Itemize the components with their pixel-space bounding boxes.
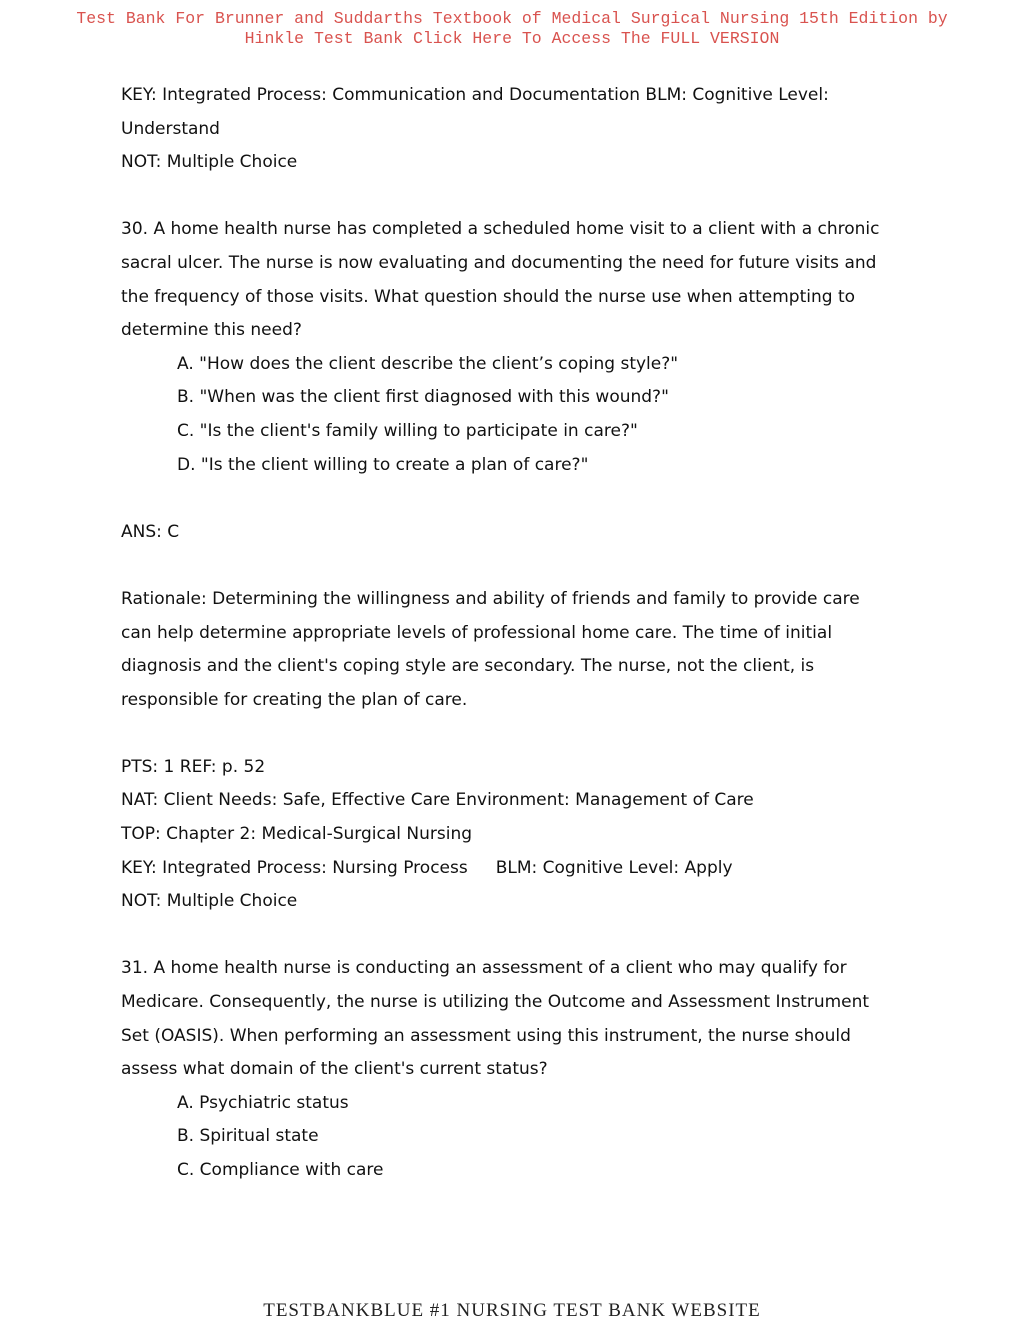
q30-option-b: B. "When was the client first diagnosed with this wound?" — [177, 387, 669, 408]
footer-website-label: TESTBANKBLUE #1 NURSING TEST BANK WEBSITE — [263, 1300, 761, 1321]
q30-key: KEY: Integrated Process: Nursing Process — [121, 857, 468, 878]
q31-option-c: C. Compliance with care — [177, 1160, 384, 1180]
q31-stem-line: 31. A home health nurse is conducting an assessment of a client who may qualify for — [121, 958, 847, 979]
q31-stem-line: Set (OASIS). When performing an assessment using this instrument, the nurse should — [121, 1025, 851, 1046]
q30-top: TOP: Chapter 2: Medical-Surgical Nursing — [121, 824, 473, 845]
header-access-link[interactable]: Test Bank For Brunner and Suddarths Textbook of Medical Surgical Nursing 15th Edition by Hinkle Test Bank Click Here To Access The FULL VERSION — [76, 9, 948, 48]
prev-not-line: NOT: Multiple Choice — [121, 152, 298, 173]
prev-key-line-1: KEY: Integrated Process: Communication and Documentation BLM: Cognitive Level: — [121, 85, 829, 105]
q30-stem-line: 30. A home health nurse has completed a scheduled home visit to a client with a chronic — [121, 219, 880, 240]
q31-stem-line: assess what domain of the client's current status? — [121, 1059, 548, 1080]
q30-stem-line: sacral ulcer. The nurse is now evaluating and documenting the need for future visits and — [121, 252, 877, 273]
q31-option-b: B. Spiritual state — [177, 1126, 319, 1147]
prev-key-line-2: Understand — [121, 118, 220, 139]
q30-option-d: D. "Is the client willing to create a plan of care?" — [177, 454, 589, 475]
q30-nat: NAT: Client Needs: Safe, Effective Care Environment: Management of Care — [121, 790, 754, 811]
q30-option-a: A. "How does the client describe the client’s coping style?" — [177, 353, 679, 374]
q30-stem-line: determine this need? — [121, 320, 302, 341]
q30-answer: ANS: C — [121, 521, 180, 542]
document-body — [121, 79, 951, 1188]
q30-rationale-line: can help determine appropriate levels of professional home care. The time of initial — [121, 622, 833, 643]
q30-not: NOT: Multiple Choice — [121, 891, 298, 912]
q30-rationale-line: Rationale: Determining the willingness and ability of friends and family to provide care — [121, 588, 860, 609]
q30-pts-ref: PTS: 1 REF: p. 52 — [121, 756, 266, 777]
q30-rationale-line: responsible for creating the plan of care. — [121, 689, 468, 710]
q30-stem-line: the frequency of those visits. What question should the nurse use when attempting to — [121, 286, 856, 307]
q30-option-c: C. "Is the client's family willing to participate in care?" — [177, 420, 638, 441]
q30-key-blm-line — [121, 852, 951, 886]
q31-option-a: A. Psychiatric status — [177, 1092, 349, 1113]
q31-stem-line: Medicare. Consequently, the nurse is utilizing the Outcome and Assessment Instrument — [121, 992, 870, 1013]
q30-blm: BLM: Cognitive Level: Apply — [495, 857, 733, 878]
q30-rationale-line: diagnosis and the client's coping style are secondary. The nurse, not the client, is — [121, 656, 815, 677]
